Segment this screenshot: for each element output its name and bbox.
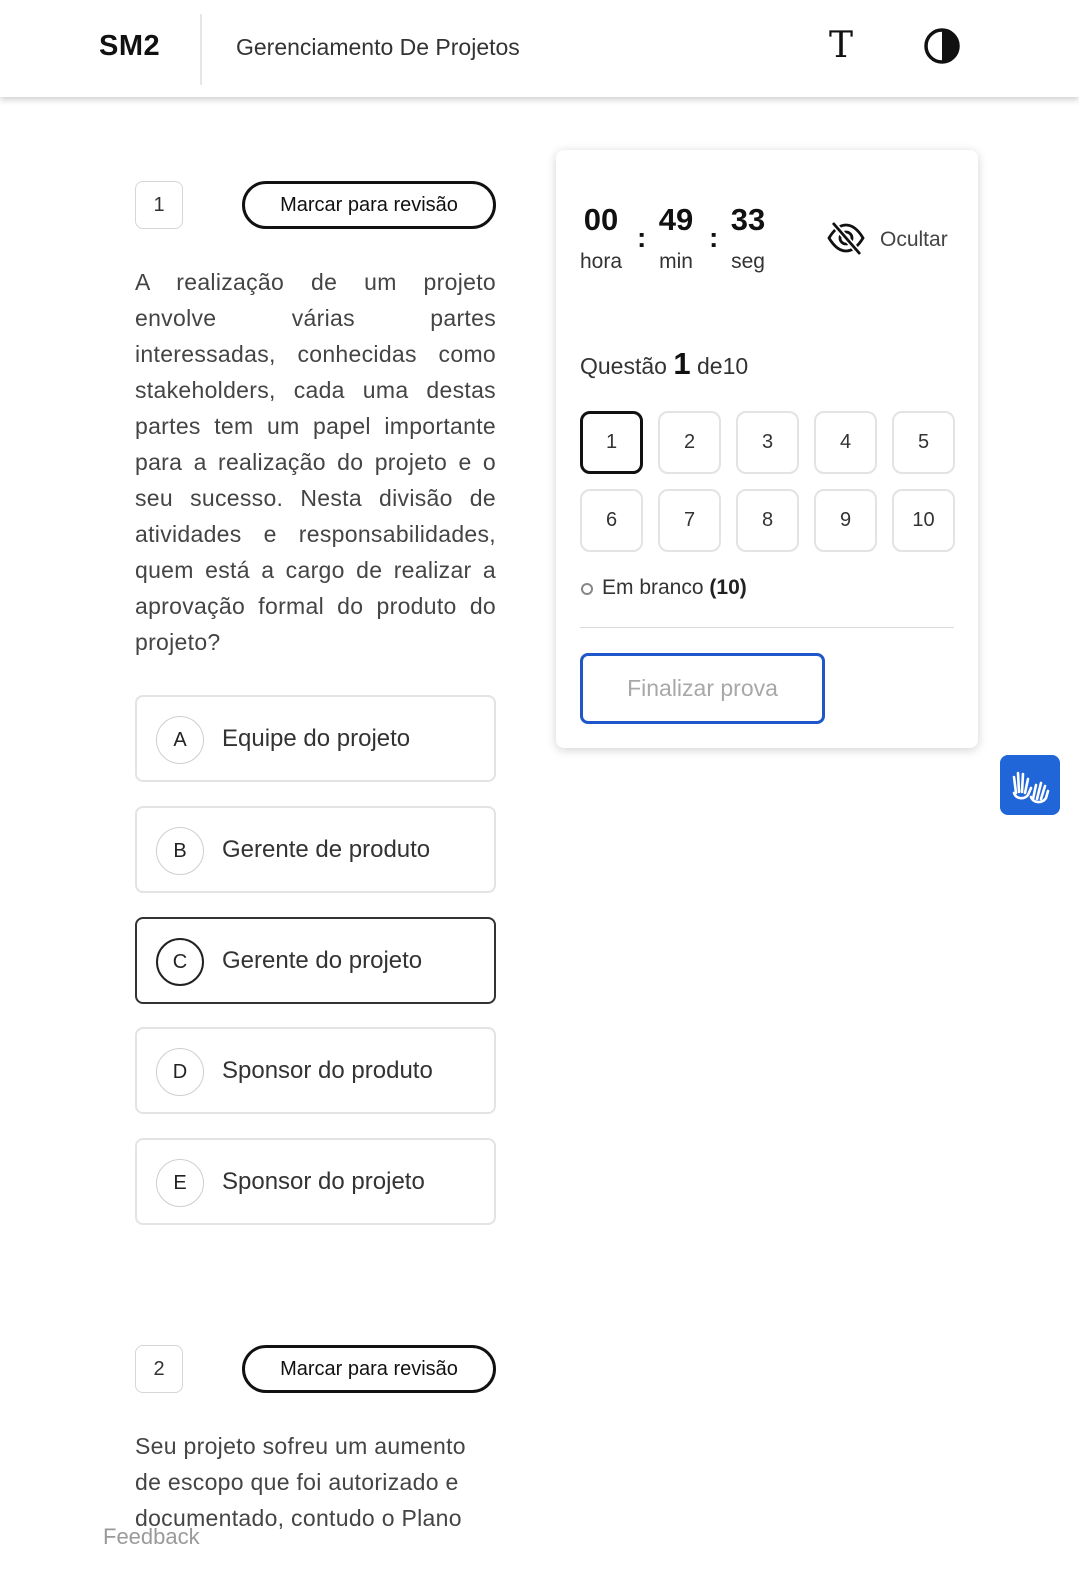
timer-minutes-label: min — [659, 250, 693, 273]
question-nav-8[interactable]: 8 — [736, 489, 799, 552]
counter-current: 1 — [673, 346, 691, 381]
font-size-icon[interactable]: T — [828, 25, 853, 66]
timer-hours: 00 — [583, 202, 619, 237]
counter-total: 10 — [722, 353, 749, 379]
blank-status-icon — [581, 583, 593, 595]
option-a[interactable] — [135, 695, 496, 782]
exam-panel — [556, 150, 978, 748]
mark-review-button[interactable]: Marcar para revisão — [242, 1345, 496, 1393]
question-nav-2[interactable]: 2 — [658, 411, 721, 474]
option-label: Gerente de produto — [222, 836, 431, 863]
option-d[interactable] — [135, 1027, 496, 1114]
option-letter: B — [156, 827, 204, 875]
blank-label: Em branco — [602, 576, 704, 599]
top-header — [0, 0, 1079, 97]
option-c[interactable] — [135, 917, 496, 1004]
option-label: Sponsor do projeto — [222, 1168, 425, 1195]
question-nav-5[interactable]: 5 — [892, 411, 955, 474]
sign-language-icon[interactable] — [1000, 755, 1060, 815]
question-nav-6[interactable]: 6 — [580, 489, 643, 552]
option-label: Equipe do projeto — [222, 725, 411, 752]
hide-timer-button[interactable]: Ocultar — [880, 228, 948, 251]
contrast-icon[interactable] — [922, 26, 962, 66]
question-nav-7[interactable]: 7 — [658, 489, 721, 552]
panel-divider — [580, 627, 954, 628]
option-label: Sponsor do produto — [222, 1057, 433, 1084]
brand-logo[interactable]: SM2 — [99, 30, 161, 62]
question-nav-1[interactable]: 1 — [580, 411, 643, 474]
option-b[interactable] — [135, 806, 496, 893]
timer-hours-label: hora — [579, 250, 623, 273]
counter-prefix: Questão — [580, 353, 667, 379]
option-letter: D — [156, 1048, 204, 1096]
feedback-link[interactable]: Feedback — [103, 1524, 200, 1549]
course-title: Gerenciamento De Projetos — [236, 34, 520, 60]
mark-review-button[interactable]: Marcar para revisão — [242, 181, 496, 229]
blank-count-value: (10) — [709, 576, 747, 599]
question-number: 2 — [135, 1345, 183, 1393]
counter-mid: de — [696, 353, 723, 379]
eye-off-icon[interactable] — [826, 218, 866, 258]
question-counter — [580, 346, 748, 382]
option-e[interactable] — [135, 1138, 496, 1225]
blank-count — [602, 576, 747, 600]
question-text: A realização de um projeto envolve várias partes interessadas, conhecidas como stakeholders, cada uma destas partes tem um papel importante para a realização do projeto e o seu sucesso. Nesta divisão de atividades e responsabilidades, quem está a cargo de realizar a aprovação formal do produto do projeto? — [135, 269, 496, 655]
timer-seconds-label: seg — [731, 250, 765, 273]
question-nav-10[interactable]: 10 — [892, 489, 955, 552]
header-divider — [200, 14, 202, 85]
question-nav-3[interactable]: 3 — [736, 411, 799, 474]
question-nav-4[interactable]: 4 — [814, 411, 877, 474]
question-number: 1 — [135, 181, 183, 229]
option-letter: C — [156, 938, 204, 986]
timer-separator: : — [709, 222, 719, 253]
timer-separator: : — [637, 222, 647, 253]
finish-exam-button[interactable]: Finalizar prova — [580, 653, 825, 724]
timer-minutes: 49 — [658, 202, 694, 237]
question-text: Seu projeto sofreu um aumento de escopo que foi autorizado e documentado, contudo o Plano — [135, 1433, 466, 1531]
timer-seconds: 33 — [730, 202, 766, 237]
option-label: Gerente do projeto — [222, 947, 423, 974]
question-nav-9[interactable]: 9 — [814, 489, 877, 552]
option-letter: A — [156, 716, 204, 764]
option-letter: E — [156, 1159, 204, 1207]
